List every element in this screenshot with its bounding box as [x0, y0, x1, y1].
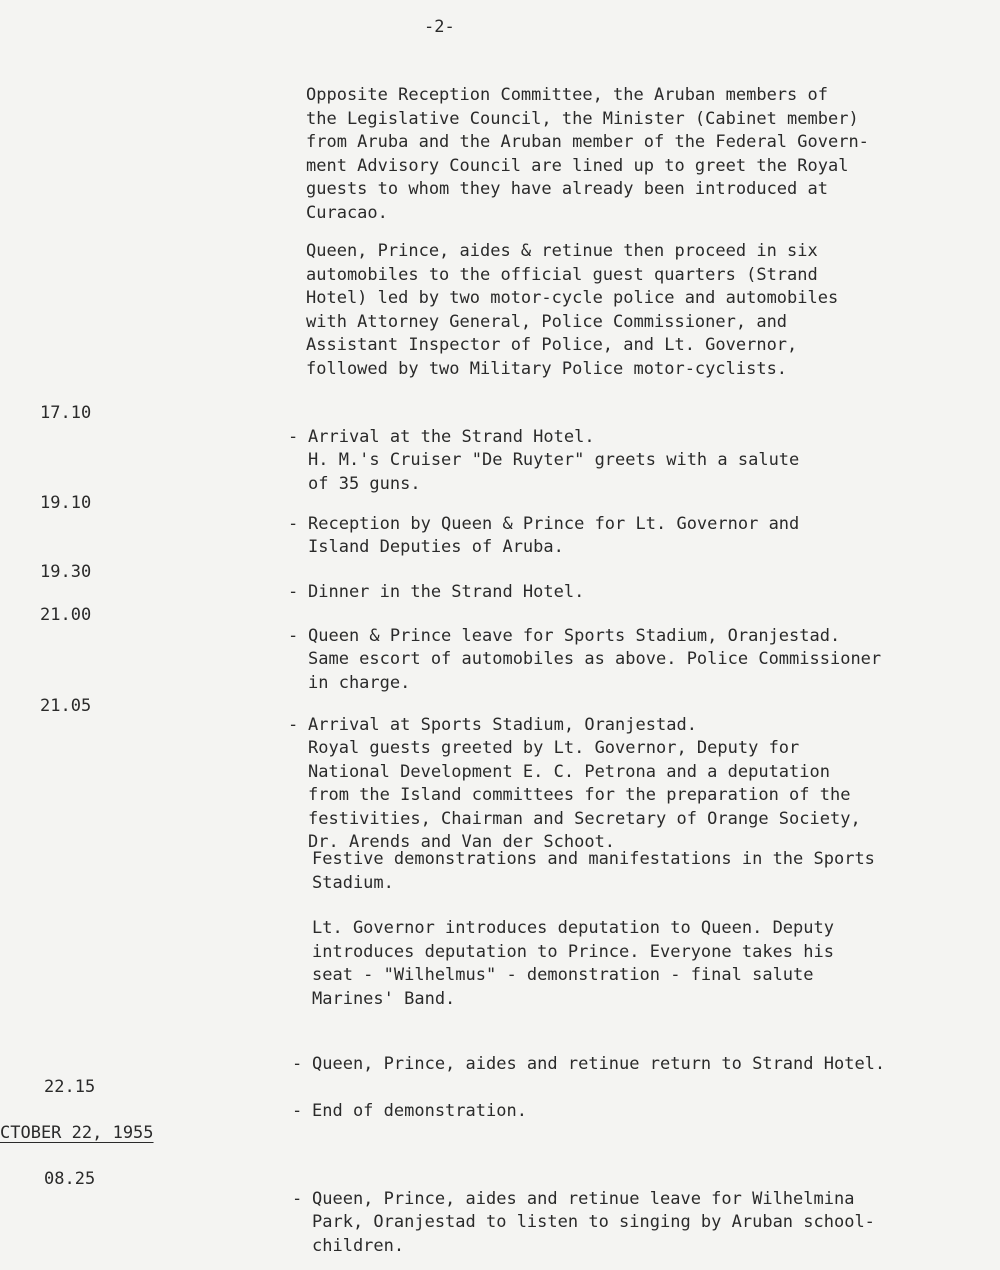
schedule-time: 19.30 [40, 562, 92, 582]
schedule-time: 17.10 [40, 403, 92, 423]
schedule-entry [288, 690, 968, 855]
morning-entry-text: Queen, Prince, aides and retinue leave for Wilhelmina Park, Oranjestad to listen to singing by Aruban school- children. [312, 1188, 875, 1256]
end-entry-text: End of demonstration. [312, 1100, 527, 1121]
entry-dash: - [292, 1188, 303, 1209]
schedule-entry-text: Reception by Queen & Prince for Lt. Governor and Island Deputies of Aruba. [308, 513, 800, 557]
intro-paragraph-reception: Opposite Reception Committee, the Aruban members of the Legislative Council, the Minister (Cabinet member) from Aruba and the Aruban member of the Federal Govern- ment Advisory Council are lined up to greet the Royal guests to whom they have already been introduced at Curacao. [306, 85, 869, 223]
schedule-entry-text: Arrival at the Strand Hotel. H. M.'s Cruiser "De Ruyter" greets with a salute of 35 guns. [308, 426, 800, 494]
entry-dash: - [288, 426, 299, 447]
entry-dash: - [288, 581, 299, 602]
stadium-paragraph-deputation: Lt. Governor introduces deputation to Queen. Deputy introduces deputation to Prince. Everyone takes his seat - "Wilhelmus" - demonstration - final salute Marines' Band. [312, 918, 834, 1009]
schedule-time: 21.05 [40, 696, 92, 716]
entry-dash: - [288, 625, 299, 646]
schedule-time: 22.15 [44, 1077, 96, 1097]
entry-dash: - [292, 1053, 303, 1074]
schedule-entry [288, 489, 968, 560]
schedule-time: 08.25 [44, 1169, 96, 1189]
stadium-paragraph-festivities: Festive demonstrations and manifestations in the Sports Stadium. [312, 849, 875, 893]
return-entry-text: Queen, Prince, aides and retinue return to Strand Hotel. [312, 1053, 886, 1074]
page-number: -2- [424, 17, 455, 37]
schedule-time: 21.00 [40, 605, 92, 625]
intro-paragraph-procession: Queen, Prince, aides & retinue then proceed in six automobiles to the official guest quarters (Strand Hotel) led by two motor-cycle police and automobiles with Attorney General, Police Commissioner, and Assistant Inspector of Police, and Lt. Governor, followed by two Military Police motor-cyclists. [306, 241, 839, 379]
entry-dash: - [288, 714, 299, 735]
schedule-entry-text: Arrival at Sports Stadium, Oranjestad. Royal guests greeted by Lt. Governor, Deputy for National Development E. C. Petrona and a deputation from the Island committees for the preparation of the festivities, Chairman and Secretary of Orange Society, Dr. Arends and Van der Schoot. [308, 714, 861, 852]
entry-dash: - [292, 1100, 303, 1121]
schedule-entry-text: Dinner in the Strand Hotel. [308, 581, 585, 602]
return-entry [292, 1029, 972, 1076]
morning-entry [292, 1164, 972, 1258]
date-heading: CTOBER 22, 1955 [0, 1123, 154, 1143]
schedule-time: 19.10 [40, 493, 92, 513]
entry-dash: - [288, 513, 299, 534]
schedule-entry [288, 402, 968, 496]
end-entry [292, 1076, 972, 1123]
schedule-entry [288, 557, 968, 604]
schedule-entry-text: Queen & Prince leave for Sports Stadium, Oranjestad. Same escort of automobiles as above. Police Commissioner in charge. [308, 625, 882, 693]
schedule-entry [288, 601, 968, 695]
